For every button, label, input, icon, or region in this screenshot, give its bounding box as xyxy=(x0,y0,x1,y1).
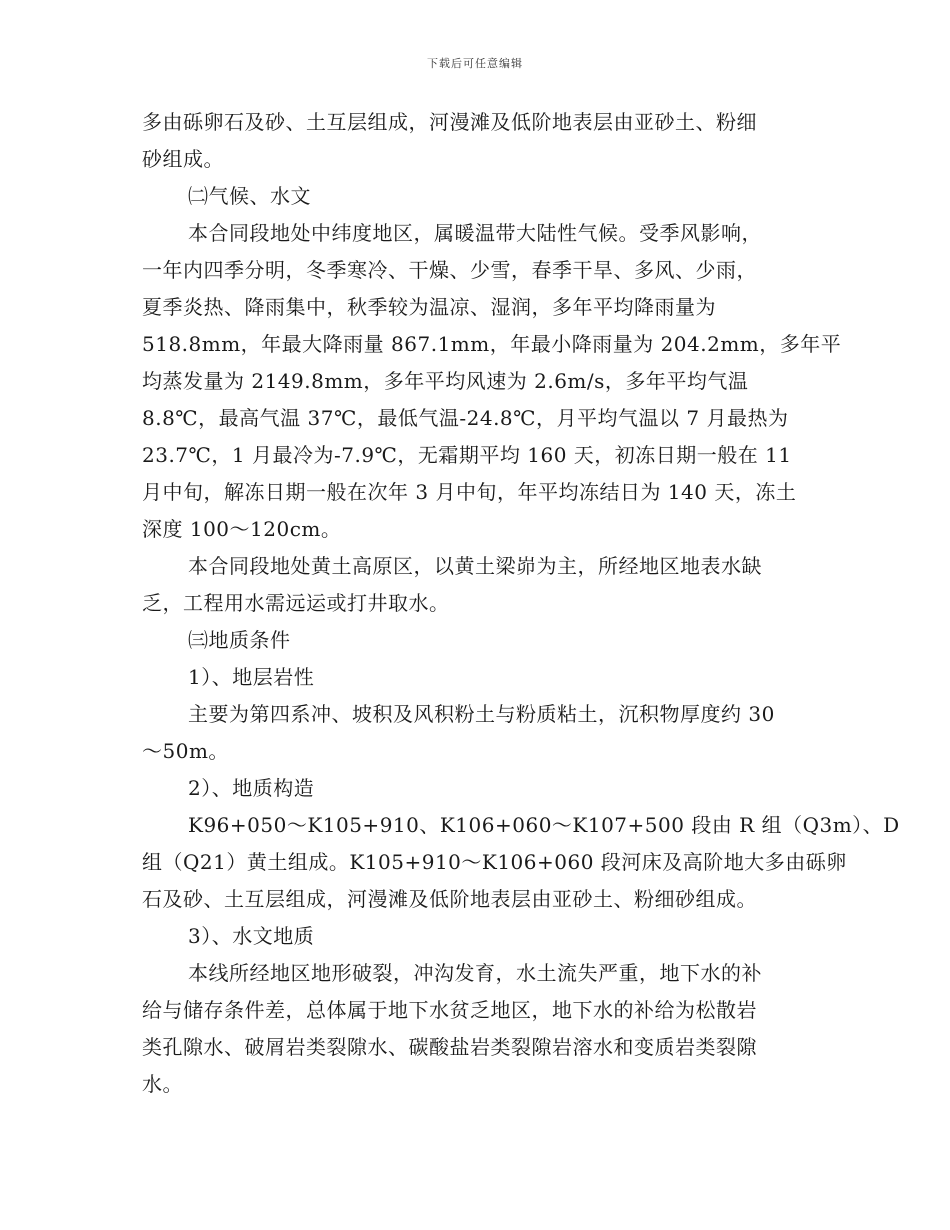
paragraph-line: 给与储存条件差，总体属于地下水贫乏地区，地下水的补给为松散岩 xyxy=(142,998,757,1022)
paragraph-line: 月中旬，解冻日期一般在次年 3 月中旬，年平均冻结日为 140 天，冻土 xyxy=(142,480,797,504)
paragraph-line: 主要为第四系冲、坡积及风积粉土与粉质粘土，沉积物厚度约 30 xyxy=(188,702,775,726)
paragraph-line: 砂组成。 xyxy=(142,147,224,171)
paragraph-line: 本合同段地处黄土高原区，以黄土梁峁为主，所经地区地表水缺 xyxy=(188,554,762,578)
paragraph-line: 8.8℃，最高气温 37℃，最低气温-24.8℃，月平均气温以 7 月最热为 xyxy=(142,406,789,430)
paragraph-line: 石及砂、土互层组成，河漫滩及低阶地表层由亚砂土、粉细砂组成。 xyxy=(142,887,757,911)
paragraph-line: 均蒸发量为 2149.8mm，多年平均风速为 2.6m/s，多年平均气温 xyxy=(142,369,749,393)
section-heading: ㈡气候、水文 xyxy=(188,184,311,208)
paragraph-line: 水。 xyxy=(142,1072,183,1096)
section-heading: ㈢地质条件 xyxy=(188,628,291,652)
subsection-heading: 2）、地质构造 xyxy=(188,776,315,800)
document-body xyxy=(142,104,900,1103)
paragraph-line: 多由砾卵石及砂、土互层组成，河漫滩及低阶地表层由亚砂土、粉细 xyxy=(142,110,757,134)
paragraph-line: 组（Q21）黄土组成。K105+910～K106+060 段河床及高阶地大多由砾卵 xyxy=(142,850,847,874)
paragraph-line: 乏，工程用水需远运或打井取水。 xyxy=(142,591,450,615)
paragraph-line: 深度 100～120cm。 xyxy=(142,517,342,541)
paragraph-line: 本线所经地区地形破裂，冲沟发育，水土流失严重，地下水的补 xyxy=(188,961,762,985)
paragraph-line: 本合同段地处中纬度地区，属暖温带大陆性气候。受季风影响， xyxy=(188,221,762,245)
subsection-heading: 3）、水文地质 xyxy=(188,924,315,948)
paragraph-line: 23.7℃，1 月最冷为-7.9℃，无霜期平均 160 天，初冻日期一般在 11 xyxy=(142,443,792,467)
paragraph-line: 夏季炎热、降雨集中，秋季较为温凉、湿润，多年平均降雨量为 xyxy=(142,295,716,319)
page-header: 下载后可任意编辑 xyxy=(427,57,523,70)
paragraph-line: K96+050～K105+910、K106+060～K107+500 段由 R 组（Q3m）、D xyxy=(188,813,900,837)
paragraph-line: ～50m。 xyxy=(142,739,229,763)
subsection-heading: 1）、地层岩性 xyxy=(188,665,315,689)
paragraph-line: 518.8mm，年最大降雨量 867.1mm，年最小降雨量为 204.2mm，多年平 xyxy=(142,332,842,356)
paragraph-line: 类孔隙水、破屑岩类裂隙水、碳酸盐岩类裂隙岩溶水和变质岩类裂隙 xyxy=(142,1035,757,1059)
paragraph-line: 一年内四季分明，冬季寒冷、干燥、少雪，春季干旱、多风、少雨， xyxy=(142,258,757,282)
